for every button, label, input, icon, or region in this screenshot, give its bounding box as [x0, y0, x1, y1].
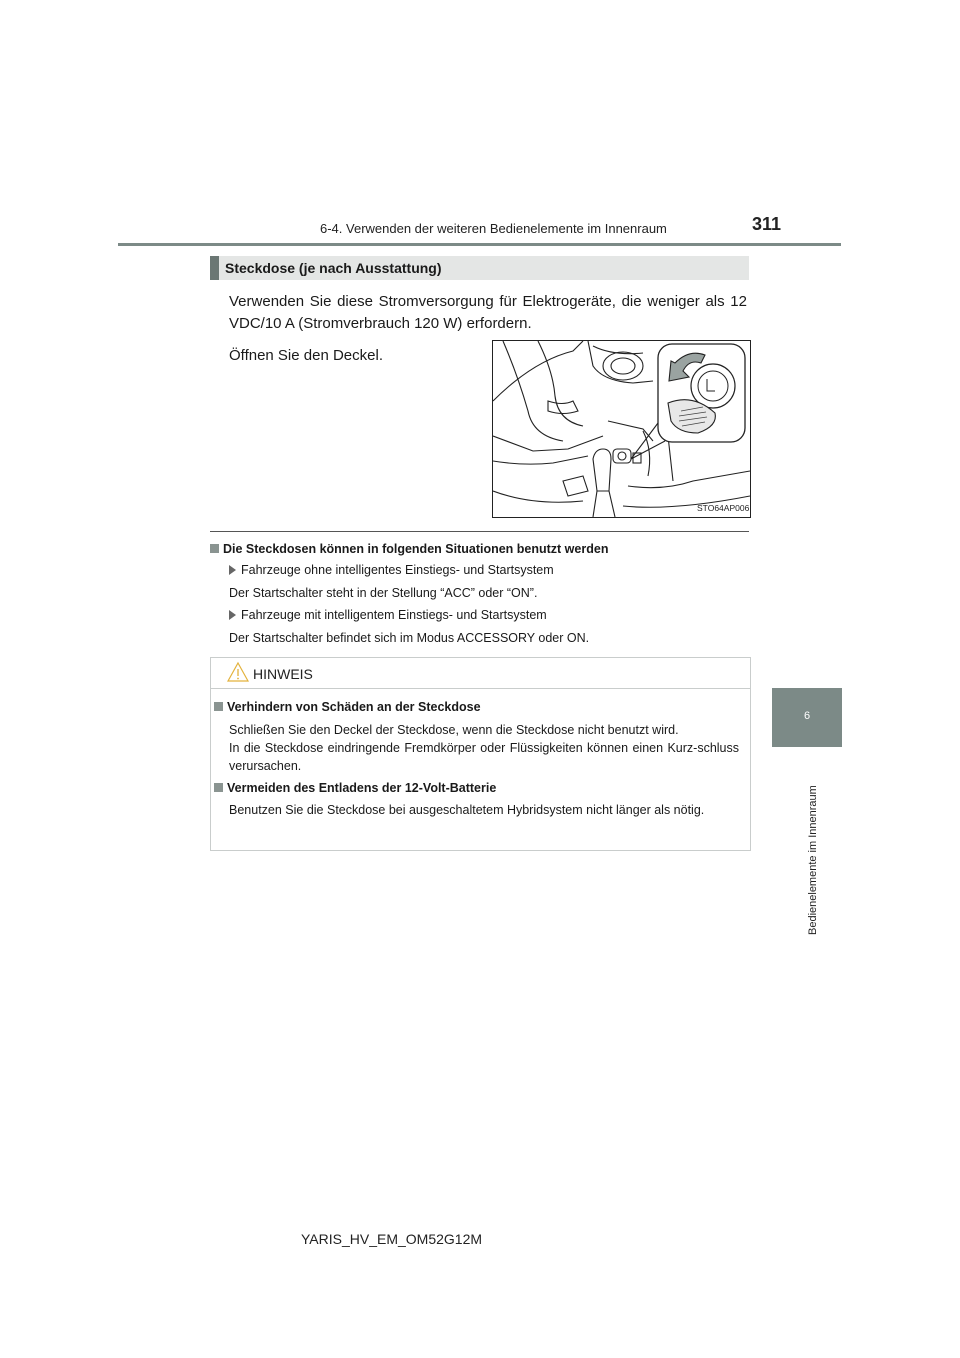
figure-code: STO64AP006 — [697, 503, 750, 513]
header-rule — [118, 243, 841, 246]
notice-item-heading — [214, 698, 481, 716]
notice-item-line: Schließen Sie den Deckel der Steckdose, wenn die Steckdose nicht benutzt wird. — [229, 723, 679, 737]
section-title-marker — [210, 256, 219, 280]
chapter-side-label: Bedienelemente im Innenraum — [807, 785, 819, 935]
intro-paragraph: Verwenden Sie diese Stromversorgung für Elektrogeräte, die weniger als 12 VDC/10 A (Stromverbrauch 120 W) erfordern. — [229, 293, 747, 332]
list-item — [229, 606, 547, 624]
square-bullet-icon — [210, 544, 219, 553]
triangle-bullet-icon — [229, 565, 236, 575]
notice-item-heading — [214, 779, 496, 797]
square-bullet-icon — [214, 702, 223, 711]
notice-item-line: In die Steckdose eindringende Fremdkörper oder Flüssigkeiten können einen Kurz-schluss verursachen. — [229, 741, 739, 773]
step-text: Öffnen Sie den Deckel. — [229, 347, 383, 364]
notice-header-rule — [210, 688, 751, 689]
zoom-callout — [658, 344, 745, 442]
notice-item-heading-text: Vermeiden des Entladens der 12-Volt-Batterie — [227, 781, 497, 795]
list-item — [229, 561, 554, 579]
list-item-label: Fahrzeuge mit intelligentem Einstiegs- und Startsystem — [241, 608, 547, 622]
power-outlet-illustration — [492, 340, 751, 518]
list-item-text: Der Startschalter steht in der Stellung “ACC” oder “ON”. — [229, 586, 538, 600]
document-code: YARIS_HV_EM_OM52G12M — [301, 1231, 483, 1247]
notice-title: HINWEIS — [253, 666, 313, 682]
square-bullet-icon — [214, 783, 223, 792]
notice-item-body — [229, 721, 739, 775]
subsection-heading-text: Die Steckdosen können in folgenden Situationen benutzt werden — [223, 542, 609, 556]
warning-triangle-icon — [227, 661, 249, 688]
subsection-heading — [210, 540, 608, 558]
dashboard-drawing — [493, 341, 750, 517]
chapter-number: 6 — [803, 710, 811, 722]
triangle-bullet-icon — [229, 610, 236, 620]
section-title: Steckdose (je nach Ausstattung) — [225, 260, 442, 276]
page-number: 311 — [752, 214, 782, 234]
list-item-label: Fahrzeuge ohne intelligentes Einstiegs- und Startsystem — [241, 563, 554, 577]
notice-item-body: Benutzen Sie die Steckdose bei ausgeschaltetem Hybridsystem nicht länger als nötig. — [229, 803, 705, 817]
section-divider — [210, 531, 749, 532]
running-header-section: 6-4. Verwenden der weiteren Bedienelemente im Innenraum — [320, 221, 667, 236]
list-item-text: Der Startschalter befindet sich im Modus ACCESSORY oder ON. — [229, 631, 590, 645]
notice-item-heading-text: Verhindern von Schäden an der Steckdose — [227, 700, 481, 714]
